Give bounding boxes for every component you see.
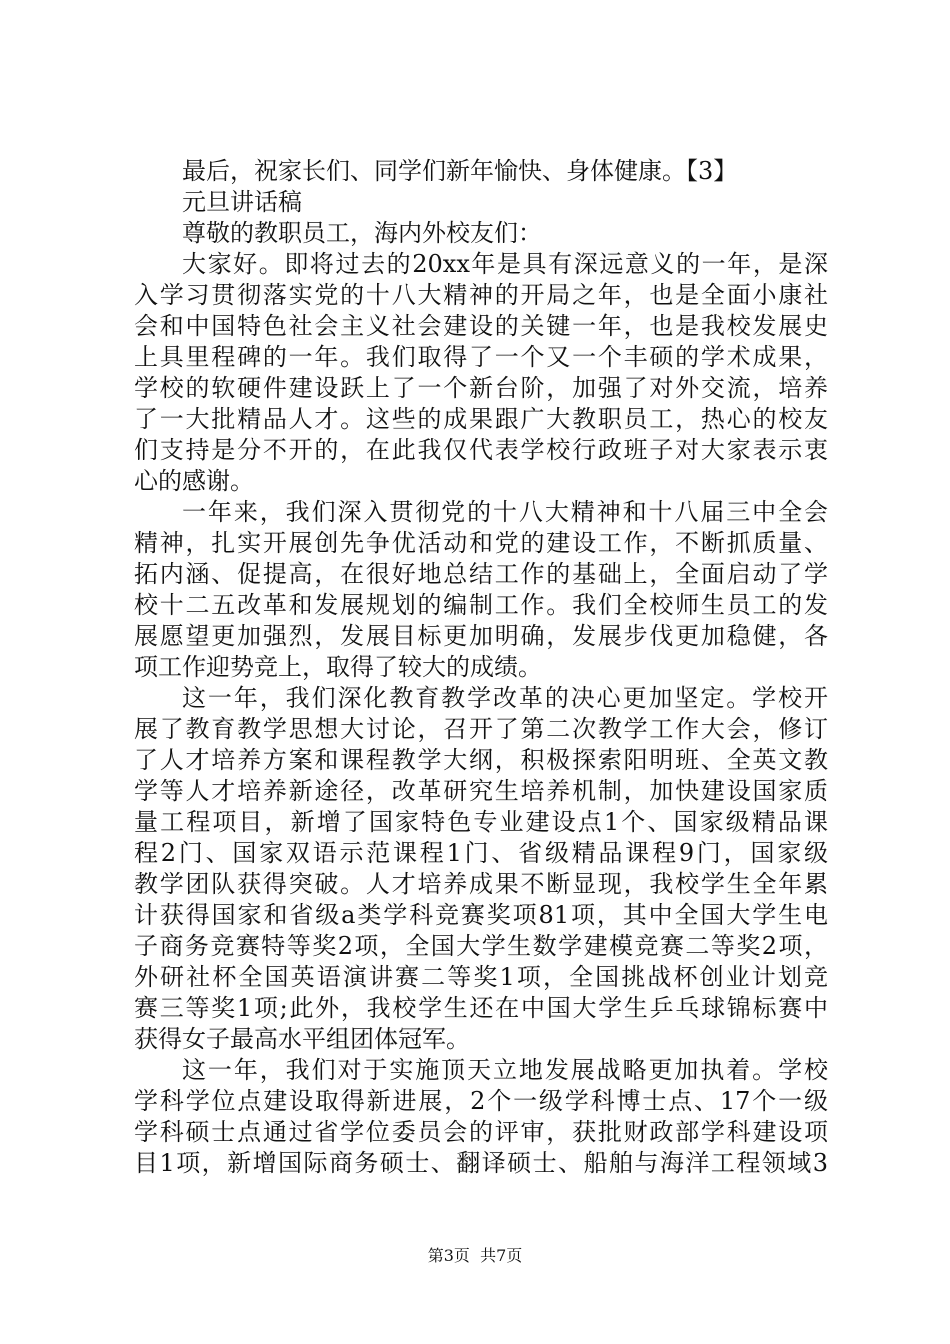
text-line: 这一年，我们深化教育教学改革的决心更加坚定。学校开 — [182, 684, 828, 712]
text-line: 这一年，我们对于实施顶天立地发展战略更加执着。学校 — [182, 1056, 828, 1084]
text-line: 了人才培养方案和课程教学大纲，积极探索阳明班、全英文教 — [134, 746, 828, 774]
text-line: 校十二五改革和发展规划的编制工作。我们全校师生员工的发 — [134, 591, 828, 619]
text-line: 学科学位点建设取得新进展，2个一级学科博士点、17个一级 — [134, 1087, 828, 1115]
text-line: 赛三等奖1项;此外，我校学生还在中国大学生乒乓球锦标赛中 — [134, 994, 828, 1022]
text-line: 展愿望更加强烈，发展目标更加明确，发展步伐更加稳健，各 — [134, 622, 828, 650]
text-line: 一年来，我们深入贯彻党的十八大精神和十八届三中全会 — [182, 498, 828, 526]
text-line: 大家好。即将过去的20xx年是具有深远意义的一年，是深 — [182, 250, 828, 278]
text-line: 外研社杯全国英语演讲赛二等奖1项，全国挑战杯创业计划竞 — [134, 963, 828, 991]
text-line: 入学习贯彻落实党的十八大精神的开局之年，也是全面小康社 — [134, 281, 828, 309]
text-line: 量工程项目，新增了国家特色专业建设点1个、国家级精品课 — [134, 808, 828, 836]
text-line: 尊敬的教职员工，海内外校友们： — [182, 219, 542, 247]
text-line: 目1项，新增国际商务硕士、翻译硕士、船舶与海洋工程领域3 — [134, 1149, 828, 1177]
text-line: 元旦讲话稿 — [182, 188, 302, 216]
text-line: 学等人才培养新途径，改革研究生培养机制，加快建设国家质 — [134, 777, 828, 805]
text-line: 精神，扎实开展创先争优活动和党的建设工作，不断抓质量、 — [134, 529, 828, 557]
text-line: 程2门、国家双语示范课程1门、省级精品课程9门，国家级 — [134, 839, 828, 867]
text-line: 学校的软硬件建设跃上了一个新台阶，加强了对外交流，培养 — [134, 374, 828, 402]
text-line: 获得女子最高水平组团体冠军。 — [134, 1025, 470, 1053]
text-line: 展了教育教学思想大讨论，召开了第二次教学工作大会，修订 — [134, 715, 828, 743]
text-line: 教学团队获得突破。人才培养成果不断显现，我校学生全年累 — [134, 870, 828, 898]
text-line: 了一大批精品人才。这些的成果跟广大教职员工，热心的校友 — [134, 405, 828, 433]
text-line: 学科硕士点通过省学位委员会的评审，获批财政部学科建设项 — [134, 1118, 828, 1146]
text-line: 们支持是分不开的，在此我仅代表学校行政班子对大家表示衷 — [134, 436, 828, 464]
text-line: 心的感谢。 — [134, 467, 254, 495]
text-line: 最后，祝家长们、同学们新年愉快、身体健康。【3】 — [182, 157, 738, 185]
text-line: 子商务竞赛特等奖2项，全国大学生数学建模竞赛二等奖2项， — [134, 932, 828, 960]
text-line: 计获得国家和省级a类学科竞赛奖项81项，其中全国大学生电 — [134, 901, 828, 929]
text-line: 上具里程碑的一年。我们取得了一个又一个丰硕的学术成果， — [134, 343, 828, 371]
document-body — [134, 156, 828, 1179]
text-line: 拓内涵、促提高，在很好地总结工作的基础上，全面启动了学 — [134, 560, 828, 588]
text-line: 会和中国特色社会主义社会建设的关键一年，也是我校发展史 — [134, 312, 828, 340]
text-line: 项工作迎势竞上，取得了较大的成绩。 — [134, 653, 542, 681]
page-footer: 第3页 共7页 — [427, 1246, 523, 1265]
